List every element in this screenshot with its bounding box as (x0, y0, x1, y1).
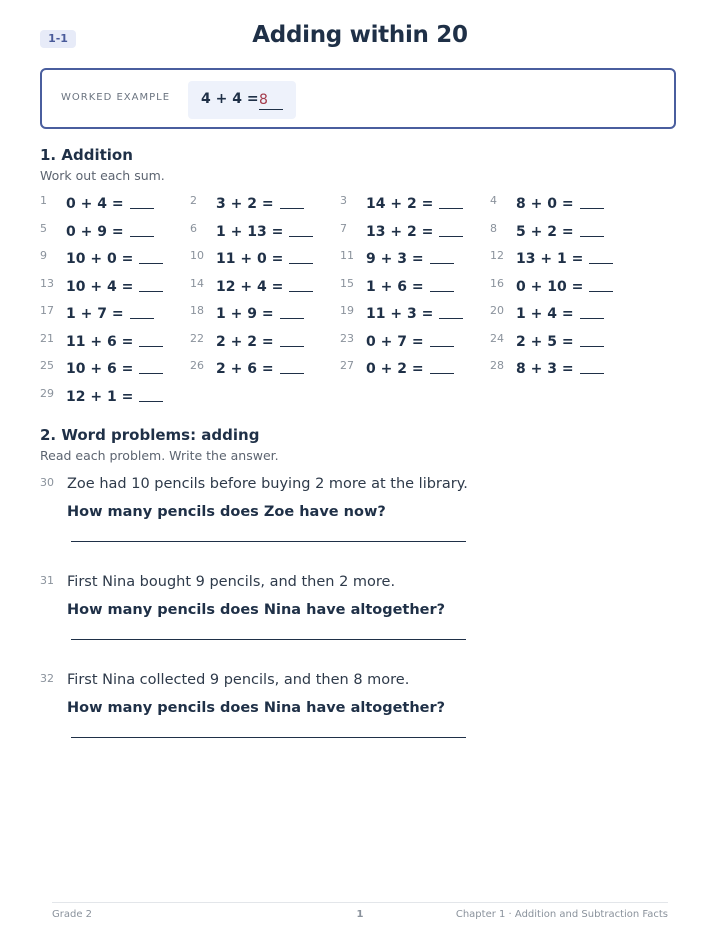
problem-expression (516, 196, 604, 212)
problem-expression (216, 196, 304, 212)
problem-expression-text: 10 + 6 = (66, 361, 134, 377)
problem-expression (366, 224, 463, 240)
problem-expression-text: 10 + 4 = (66, 278, 134, 295)
answer-blank[interactable] (289, 224, 313, 237)
answer-blank[interactable] (139, 251, 163, 264)
addition-problem (40, 306, 180, 328)
addition-problem (490, 251, 630, 273)
answer-blank[interactable] (139, 279, 163, 292)
problem-expression-text: 1 + 6 = (366, 278, 424, 295)
problem-number: 9 (40, 249, 47, 262)
answer-blank[interactable] (439, 196, 463, 209)
section-2-heading: 2. Word problems: adding (40, 426, 260, 444)
problem-number: 16 (490, 276, 504, 290)
worked-example-card (188, 81, 296, 119)
addition-problem (40, 361, 180, 383)
answer-blank[interactable] (289, 279, 313, 292)
problem-expression-text: 2 + 5 = (516, 333, 574, 350)
problem-expression-text: 0 + 10 = (516, 278, 584, 295)
worked-example-box (40, 68, 676, 129)
problem-expression (66, 306, 154, 322)
section-2-instruction: Read each problem. Write the answer. (40, 448, 279, 463)
word-problem-number: 30 (40, 476, 54, 489)
problem-expression (216, 334, 304, 350)
problem-expression (516, 306, 604, 322)
addition-problem (190, 331, 330, 356)
problem-number: 6 (190, 221, 197, 235)
problem-expression-text: 1 + 9 = (216, 306, 274, 322)
problem-number: 25 (40, 359, 54, 372)
problem-number: 5 (40, 221, 47, 235)
answer-blank[interactable] (589, 279, 613, 292)
problem-expression-text: 0 + 2 = (366, 361, 424, 377)
answer-blank[interactable] (280, 334, 304, 347)
answer-line[interactable] (71, 541, 466, 542)
answer-blank[interactable] (580, 306, 604, 319)
problem-number: 3 (340, 194, 347, 207)
problem-expression (66, 361, 163, 377)
word-problem-text: First Nina bought 9 pencils, and then 2 more. (67, 574, 396, 590)
answer-blank[interactable] (280, 306, 304, 319)
answer-blank[interactable] (430, 279, 454, 292)
answer-line[interactable] (71, 737, 466, 738)
problem-number: 4 (490, 194, 497, 207)
problem-expression-text: 14 + 2 = (366, 196, 434, 212)
section-1-instruction: Work out each sum. (40, 168, 165, 183)
answer-blank[interactable] (139, 361, 163, 374)
addition-problem (490, 221, 630, 246)
problem-expression-text: 2 + 2 = (216, 333, 274, 350)
addition-problem (490, 196, 630, 218)
problem-expression-text: 0 + 9 = (66, 223, 124, 240)
problem-expression-text: 0 + 4 = (66, 196, 124, 212)
problem-expression (66, 196, 154, 212)
addition-problem (490, 331, 630, 356)
problem-expression-text: 13 + 2 = (366, 223, 434, 240)
problem-number: 17 (40, 304, 54, 317)
problem-expression (366, 334, 454, 350)
worked-example-label: WORKED EXAMPLE (61, 92, 171, 103)
problem-expression-text: 11 + 0 = (216, 251, 284, 267)
footer-page-number: 1 (356, 909, 364, 920)
word-problem-text: First Nina collected 9 pencils, and then 8 more. (67, 672, 410, 688)
worked-example-answer: 8 (259, 91, 283, 110)
addition-problem (40, 221, 180, 246)
addition-problem (340, 306, 480, 328)
problem-expression (366, 279, 454, 295)
problem-expression (66, 279, 163, 295)
problem-number: 24 (490, 331, 504, 345)
word-problem-number: 31 (40, 574, 54, 587)
problem-expression-text: 12 + 4 = (216, 278, 284, 295)
problem-expression (516, 251, 613, 267)
problem-number: 23 (340, 331, 354, 345)
answer-blank[interactable] (589, 251, 613, 264)
problem-expression (366, 306, 463, 322)
addition-problem (490, 361, 630, 383)
problem-number: 22 (190, 331, 204, 345)
problem-expression-text: 8 + 3 = (516, 361, 574, 377)
footer-chapter: Chapter 1 · Addition and Subtraction Facts (455, 909, 668, 920)
worked-example-question: 4 + 4 = (201, 91, 259, 107)
addition-problem (40, 251, 180, 273)
answer-blank[interactable] (430, 361, 454, 374)
footer-grade: Grade 2 (52, 909, 93, 920)
addition-problem (340, 251, 480, 273)
problem-number: 29 (40, 386, 54, 400)
problem-number: 7 (340, 221, 347, 235)
problem-number: 15 (340, 276, 354, 290)
problem-number: 13 (40, 276, 54, 290)
addition-problem (40, 276, 180, 301)
problem-expression-text: 13 + 1 = (516, 251, 584, 267)
problem-expression (366, 361, 454, 377)
problem-number: 19 (340, 304, 354, 317)
word-problem-text: Zoe had 10 pencils before buying 2 more at the library. (67, 476, 468, 492)
problem-expression-text: 1 + 4 = (516, 306, 574, 322)
problem-expression (66, 334, 163, 350)
lesson-badge: 1-1 (40, 30, 76, 48)
problem-expression (216, 279, 313, 295)
addition-problem (340, 221, 480, 246)
answer-blank[interactable] (439, 306, 463, 319)
problem-number: 11 (340, 249, 354, 262)
problem-number: 28 (490, 359, 504, 372)
addition-problem (190, 306, 330, 328)
addition-problem (190, 221, 330, 246)
page-title: Adding within 20 (252, 22, 468, 48)
problem-number: 21 (40, 331, 54, 345)
problem-number: 1 (40, 194, 47, 207)
addition-problem (340, 276, 480, 301)
problem-number: 14 (190, 276, 204, 290)
answer-blank[interactable] (139, 389, 163, 402)
problem-expression-text: 11 + 3 = (366, 306, 434, 322)
problem-expression (216, 251, 313, 267)
problem-expression-text: 2 + 6 = (216, 361, 274, 377)
problem-number: 26 (190, 359, 204, 372)
answer-blank[interactable] (130, 196, 154, 209)
problem-expression-text: 3 + 2 = (216, 196, 274, 212)
problem-expression (516, 334, 604, 350)
addition-problem (190, 251, 330, 273)
addition-problem (490, 276, 630, 301)
problem-expression (366, 251, 454, 267)
problem-number: 27 (340, 359, 354, 372)
problem-number: 12 (490, 249, 504, 262)
word-problem-question: How many pencils does Nina have altogether? (67, 602, 446, 618)
problem-expression (66, 251, 163, 267)
answer-blank[interactable] (430, 251, 454, 264)
problem-expression (216, 224, 313, 240)
problem-number: 10 (190, 249, 204, 262)
problem-number: 8 (490, 221, 497, 235)
word-problem-question: How many pencils does Zoe have now? (67, 504, 386, 520)
addition-problem (40, 196, 180, 218)
answer-blank[interactable] (430, 334, 454, 347)
addition-problem (190, 361, 330, 383)
problem-expression-text: 0 + 7 = (366, 333, 424, 350)
word-problem-question: How many pencils does Nina have altogether? (67, 700, 446, 716)
problem-expression-text: 5 + 2 = (516, 223, 574, 240)
answer-blank[interactable] (130, 224, 154, 237)
problem-number: 2 (190, 194, 197, 207)
addition-problem (190, 196, 330, 218)
addition-problem (40, 331, 180, 356)
problem-expression-text: 9 + 3 = (366, 251, 424, 267)
answer-blank[interactable] (280, 361, 304, 374)
answer-blank[interactable] (439, 224, 463, 237)
addition-problem (340, 361, 480, 383)
problem-expression-text: 11 + 6 = (66, 333, 134, 350)
problem-expression (516, 224, 604, 240)
answer-blank[interactable] (139, 334, 163, 347)
problem-expression-text: 1 + 13 = (216, 223, 284, 240)
problem-expression (216, 361, 304, 377)
footer-divider (52, 902, 668, 903)
answer-blank[interactable] (289, 251, 313, 264)
problem-expression-text: 1 + 7 = (66, 306, 124, 322)
problem-expression (66, 389, 163, 405)
answer-blank[interactable] (130, 306, 154, 319)
answer-blank[interactable] (280, 196, 304, 209)
problem-expression-text: 10 + 0 = (66, 251, 134, 267)
section-1-heading: 1. Addition (40, 146, 133, 164)
answer-blank[interactable] (580, 361, 604, 374)
problem-number: 18 (190, 304, 204, 317)
addition-problem (340, 331, 480, 356)
problem-expression (216, 306, 304, 322)
word-problem-number: 32 (40, 672, 54, 685)
answer-blank[interactable] (580, 334, 604, 347)
problem-expression (366, 196, 463, 212)
answer-blank[interactable] (580, 224, 604, 237)
addition-problem (190, 276, 330, 301)
addition-problem (490, 306, 630, 328)
problem-expression (516, 279, 613, 295)
problem-expression-text: 12 + 1 = (66, 388, 134, 405)
answer-line[interactable] (71, 639, 466, 640)
problem-expression (66, 224, 154, 240)
problem-expression-text: 8 + 0 = (516, 196, 574, 212)
problem-number: 20 (490, 304, 504, 317)
addition-problem (340, 196, 480, 218)
addition-problem (40, 386, 180, 411)
answer-blank[interactable] (580, 196, 604, 209)
problem-expression (516, 361, 604, 377)
